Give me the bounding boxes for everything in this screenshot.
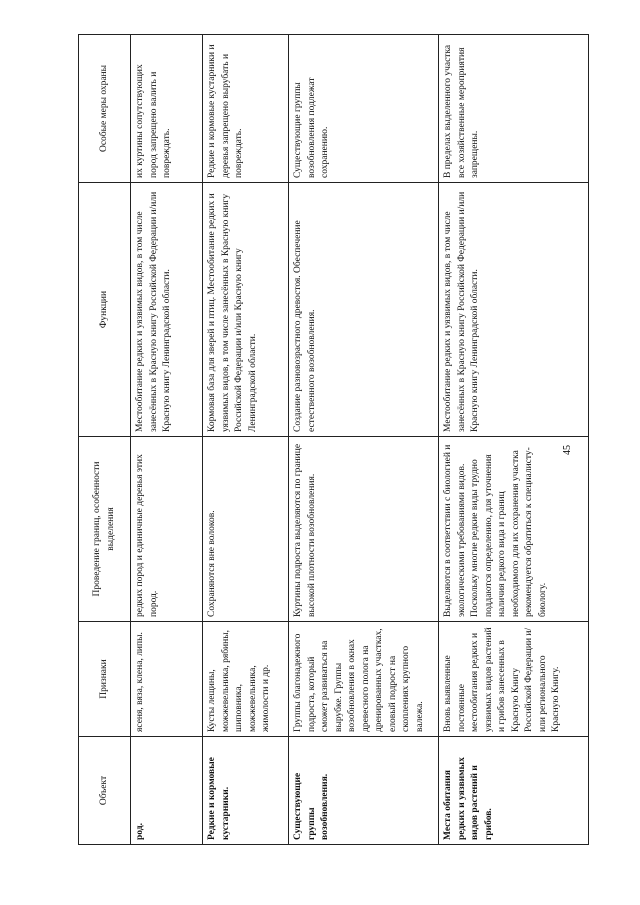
protection-measures-table	[78, 34, 589, 845]
header-functions: Функции	[79, 183, 131, 437]
cell-signs: Вновь выявленные постоянные местообитания редких и уязвимых видов растений и грибов занесенных в Красную Книгу Российской Федерации и/или регионального Красную Книгу.	[439, 622, 589, 737]
cell-measures: В пределах выделенного участка все хозяйственные мероприятия запрещены.	[439, 35, 589, 183]
cell-functions: Местообитание редких и уязвимых видов, в том числе занесённых в Красную книгу Российской Федерации и/или Красную книгу Ленинградской области.	[439, 183, 589, 437]
header-object: Объект	[79, 737, 131, 845]
cell-boundaries: редких пород и единичные деревья этих пород.	[131, 437, 203, 622]
header-signs: Признаки	[79, 622, 131, 737]
table-row	[203, 35, 289, 845]
cell-measures: Редкие и кормовые кустарники и деревья запрещено вырубать и повреждать.	[203, 35, 289, 183]
cell-boundaries: Сохраняются вне волоков.	[203, 437, 289, 622]
cell-signs: Кусты лещины, можжевельника, рябины, шиповника, можжевельника, жимолости и др.	[203, 622, 289, 737]
cell-object: Существующие группы возобновления.	[289, 737, 439, 845]
cell-measures: их куртины сопутствующих пород запрещено валить и повреждать.	[131, 35, 203, 183]
page-number: 45	[562, 445, 573, 455]
table-row	[131, 35, 203, 845]
table-row	[439, 35, 589, 845]
cell-object: род.	[131, 737, 203, 845]
header-boundaries: Проведение границ, особенности выделения	[79, 437, 131, 622]
cell-object: Редкие и кормовые кустарники.	[203, 737, 289, 845]
cell-functions: Местообитание редких и уязвимых видов, в том числе занесённых в Красную книгу Российской Федерации и/или Красную книгу Ленинградской области.	[131, 183, 203, 437]
cell-functions: Кормовая база для зверей и птиц. Местообитание редких и уязвимых видов, в том числе занесённых в Красную книгу Российской Федерации и/или Красную книгу Ленинградской области.	[203, 183, 289, 437]
cell-boundaries: Куртины подроста выделяются по границе высокой плотности возобновления.	[289, 437, 439, 622]
header-measures: Особые меры охраны	[79, 35, 131, 183]
table-row	[289, 35, 439, 845]
cell-object: Места обитания редких и уязвимых видов растений и грибов.	[439, 737, 589, 845]
cell-measures: Существующие группы возобновления подлежат сохранению.	[289, 35, 439, 183]
cell-signs: ясеня, вяза, клена, липы.	[131, 622, 203, 737]
cell-signs: Группы благонадежного подроста, который сможет развиваться на вырубке. Группы возобновления в окнах древесного полога на дренированных участках, еловый подрост на скоплениях крупного валежа.	[289, 622, 439, 737]
cell-boundaries: Выделяются в соответствии с биологией и экологическими требованиями видов. Поскольку многие редкие виды трудно поддаются определению, для уточнения наличия редкого вида и границ необходимого для их сохранения участка рекомендуется обратиться к специалисту-биологу.	[439, 437, 589, 622]
cell-functions: Создание разновозрастного древостоя. Обеспечение естественного возобновления.	[289, 183, 439, 437]
table-header-row	[79, 35, 131, 845]
